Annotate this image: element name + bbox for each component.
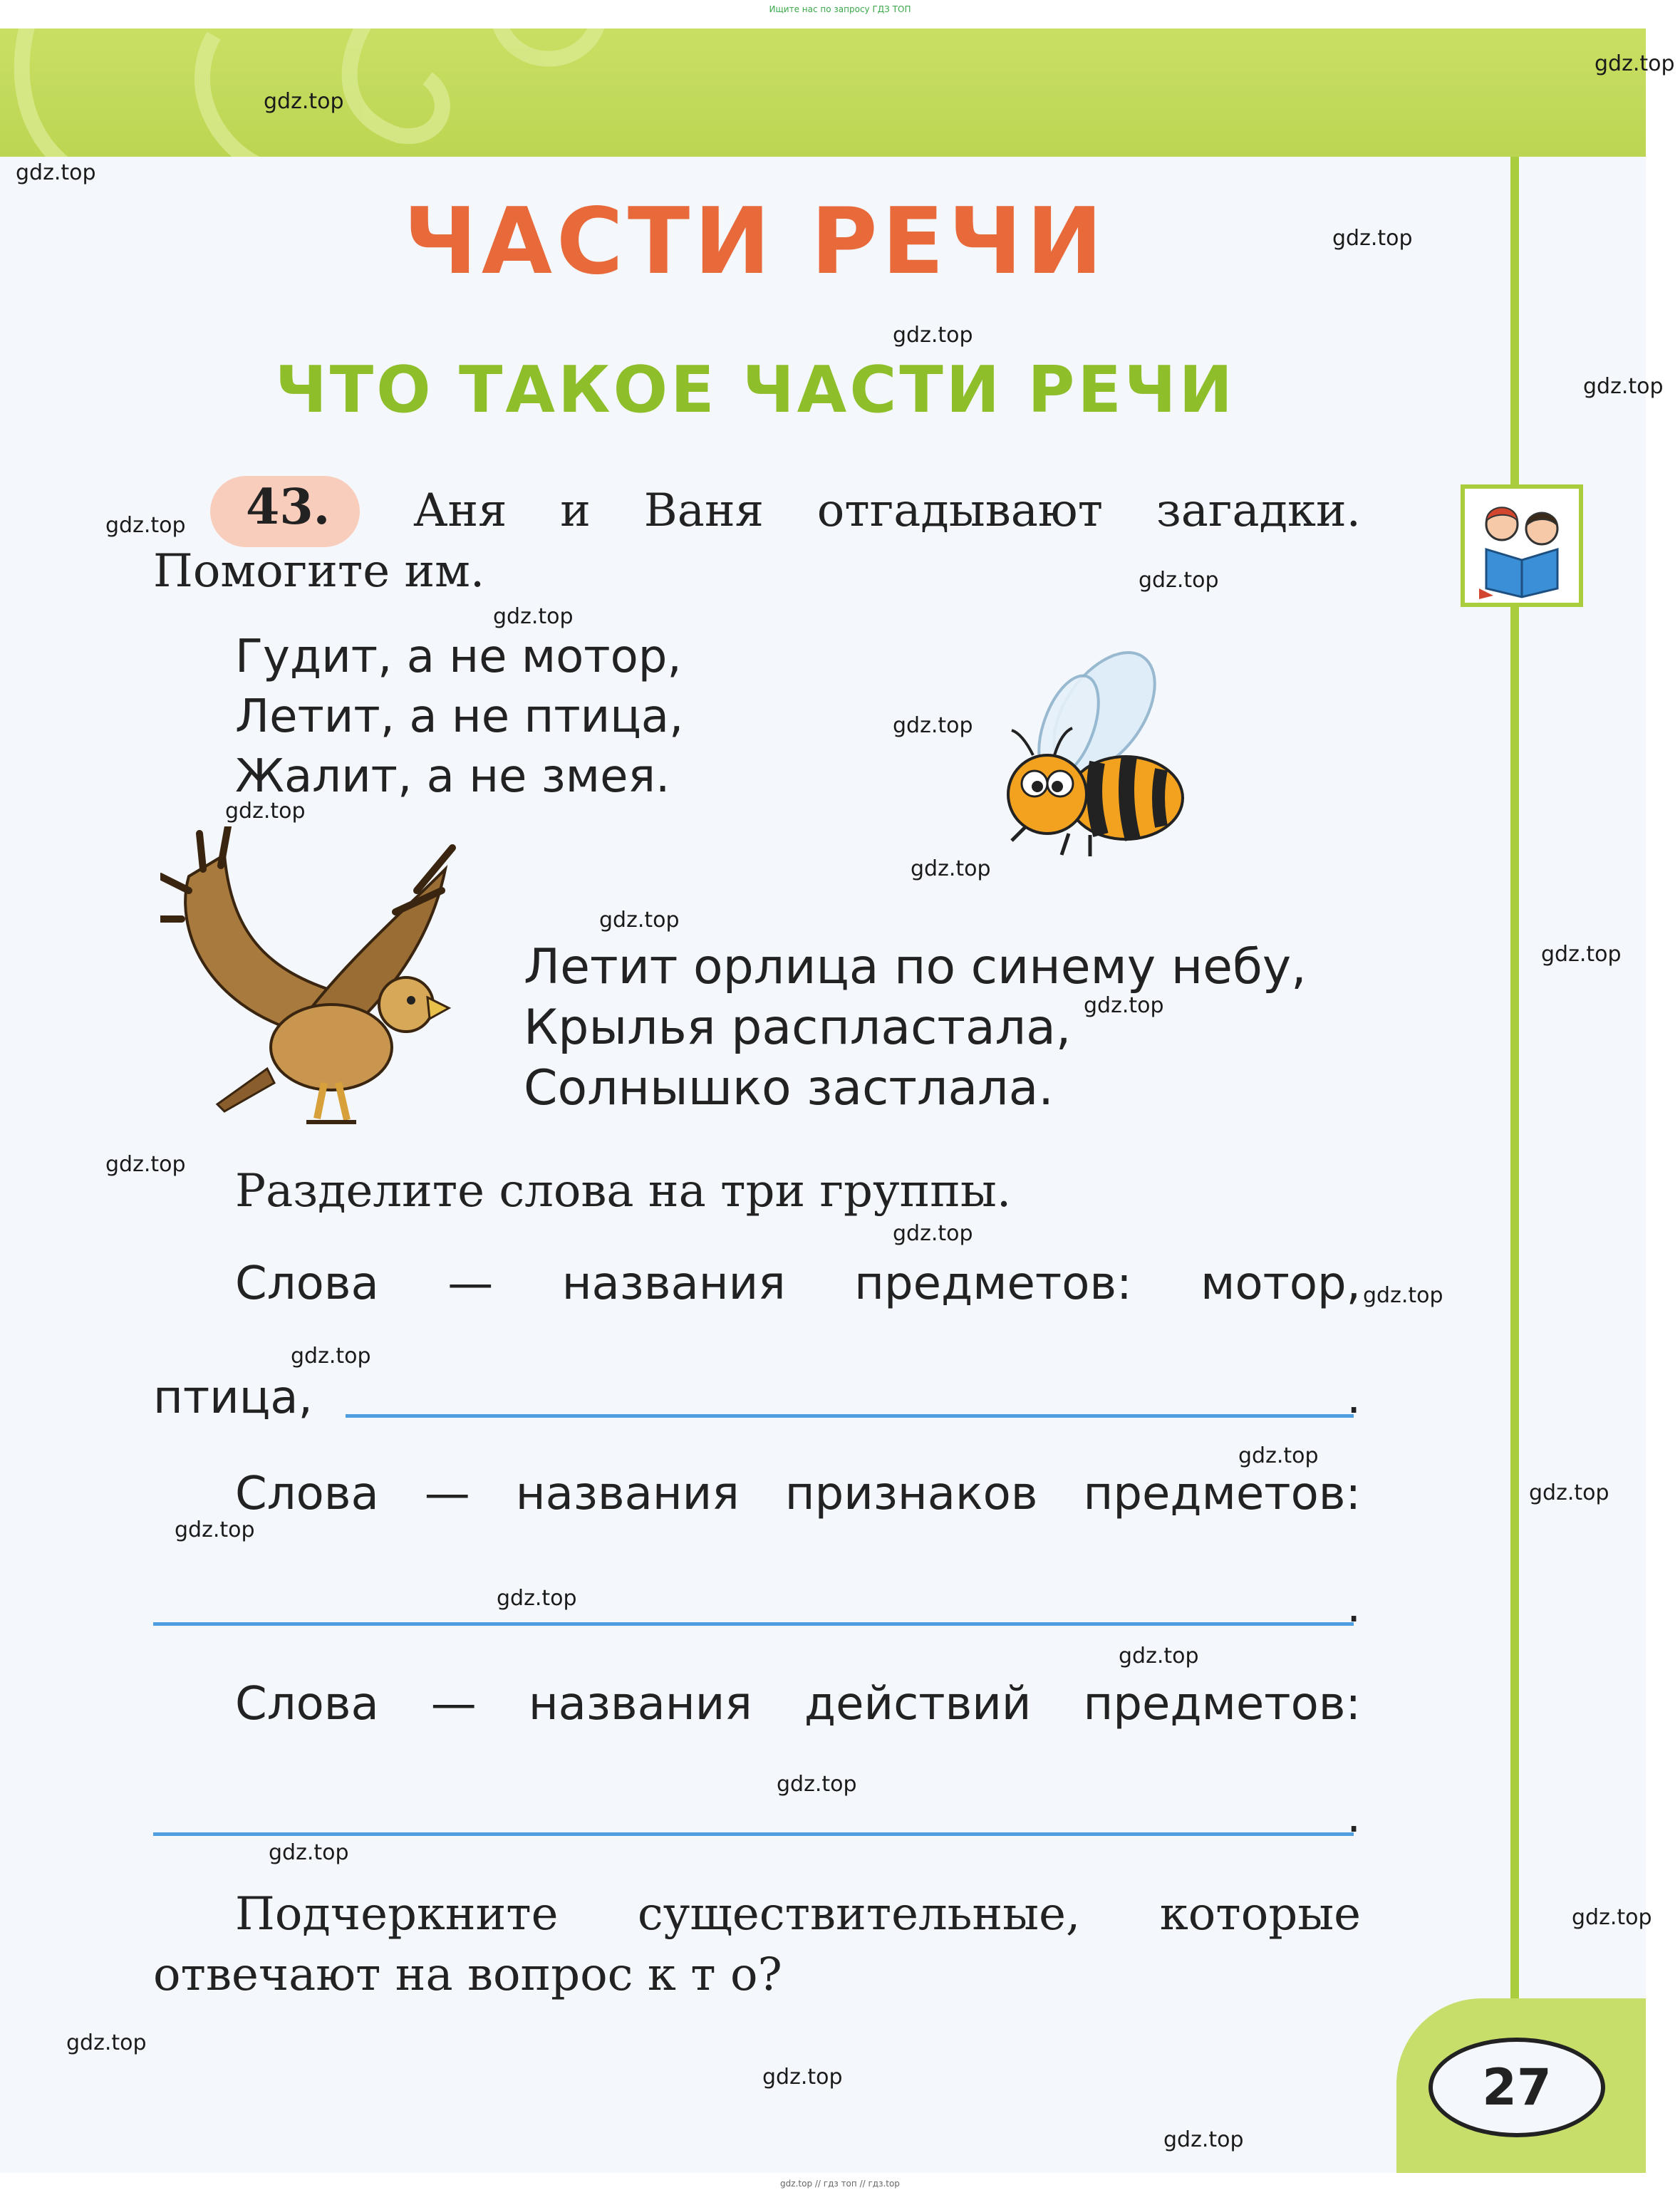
watermark: gdz.top	[225, 799, 306, 824]
watermark: gdz.top	[893, 1221, 973, 1246]
group3-period: .	[1347, 1790, 1362, 1843]
watermark: gdz.top	[1139, 568, 1219, 593]
watermark: gdz.top	[264, 89, 344, 114]
exercise-number: 43.	[246, 479, 331, 536]
watermark: gdz.top	[762, 2065, 843, 2090]
watermark: gdz.top	[1163, 2127, 1244, 2152]
eagle-illustration	[160, 826, 460, 1140]
top-note: Ищите нас по запросу ГДЗ ТОП	[769, 4, 911, 14]
watermark: gdz.top	[493, 604, 574, 629]
group2-label: Слова — названия признаков предметов:	[235, 1468, 1361, 1520]
page-number: 27	[1428, 2038, 1605, 2137]
riddle1-line: Гудит, а не мотор,	[235, 631, 682, 683]
group2-answer-line[interactable]	[153, 1622, 1354, 1626]
group2-period: .	[1347, 1580, 1362, 1633]
watermark: gdz.top	[1529, 1480, 1609, 1505]
watermark: gdz.top	[66, 2030, 147, 2055]
watermark: gdz.top	[1119, 1644, 1199, 1669]
watermark: gdz.top	[1583, 374, 1664, 399]
watermark: gdz.top	[599, 908, 680, 933]
exercise-intro-line2: Помогите им.	[153, 545, 485, 598]
watermark: gdz.top	[16, 160, 96, 185]
watermark: gdz.top	[1363, 1283, 1443, 1308]
underline-instruction-line1: Подчеркните существительные, которые	[235, 1888, 1361, 1941]
group1-answer-line[interactable]	[346, 1414, 1354, 1418]
watermark: gdz.top	[175, 1517, 255, 1542]
watermark: gdz.top	[291, 1344, 371, 1369]
underline-question-word: к т о?	[647, 1948, 782, 2001]
watermark: gdz.top	[911, 856, 991, 881]
watermark: gdz.top	[1332, 226, 1413, 251]
watermark: gdz.top	[1541, 942, 1622, 967]
group1-period: .	[1347, 1371, 1362, 1424]
right-margin-rule	[1510, 157, 1519, 2095]
bee-illustration	[983, 648, 1197, 862]
underline-instruction-line2	[153, 1948, 782, 2001]
kids-reading-icon	[1461, 484, 1583, 607]
watermark: gdz.top	[893, 323, 973, 348]
riddle1-line: Летит, а не птица,	[235, 690, 684, 743]
watermark: gdz.top	[893, 713, 973, 738]
group1-label: Слова — названия предметов: мотор,	[235, 1257, 1361, 1310]
watermark: gdz.top	[1572, 1905, 1652, 1930]
group3-answer-line[interactable]	[153, 1832, 1354, 1836]
group3-label: Слова — названия действий предметов:	[235, 1678, 1361, 1730]
watermark: gdz.top	[1084, 993, 1164, 1018]
watermark: gdz.top	[269, 1840, 349, 1865]
exercise-intro-line1: Аня и Ваня отгадывают загадки.	[413, 484, 1361, 537]
watermark: gdz.top	[105, 513, 186, 538]
riddle2-line: Солнышко застлала.	[524, 1060, 1054, 1116]
bottom-note: gdz.top // гдз топ // гдз.top	[780, 2179, 900, 2189]
watermark: gdz.top	[1238, 1443, 1319, 1468]
group1-continuation: птица,	[153, 1371, 313, 1424]
chapter-title: ЧАСТИ РЕЧИ	[403, 189, 1107, 295]
riddle2-line: Летит орлица по синему небу,	[524, 939, 1307, 995]
riddle2-line: Крылья распластала,	[524, 1000, 1072, 1056]
watermark: gdz.top	[497, 1586, 577, 1611]
riddle1-line: Жалит, а не змея.	[235, 750, 670, 803]
watermark: gdz.top	[1595, 51, 1675, 76]
task-divide-instruction: Разделите слова на три группы.	[235, 1165, 1012, 1218]
lesson-title: ЧТО ТАКОЕ ЧАСТИ РЕЧИ	[275, 353, 1235, 427]
watermark: gdz.top	[777, 1772, 857, 1797]
underline-instruction-text: отвечают на вопрос	[153, 1948, 633, 2001]
watermark: gdz.top	[105, 1152, 186, 1177]
